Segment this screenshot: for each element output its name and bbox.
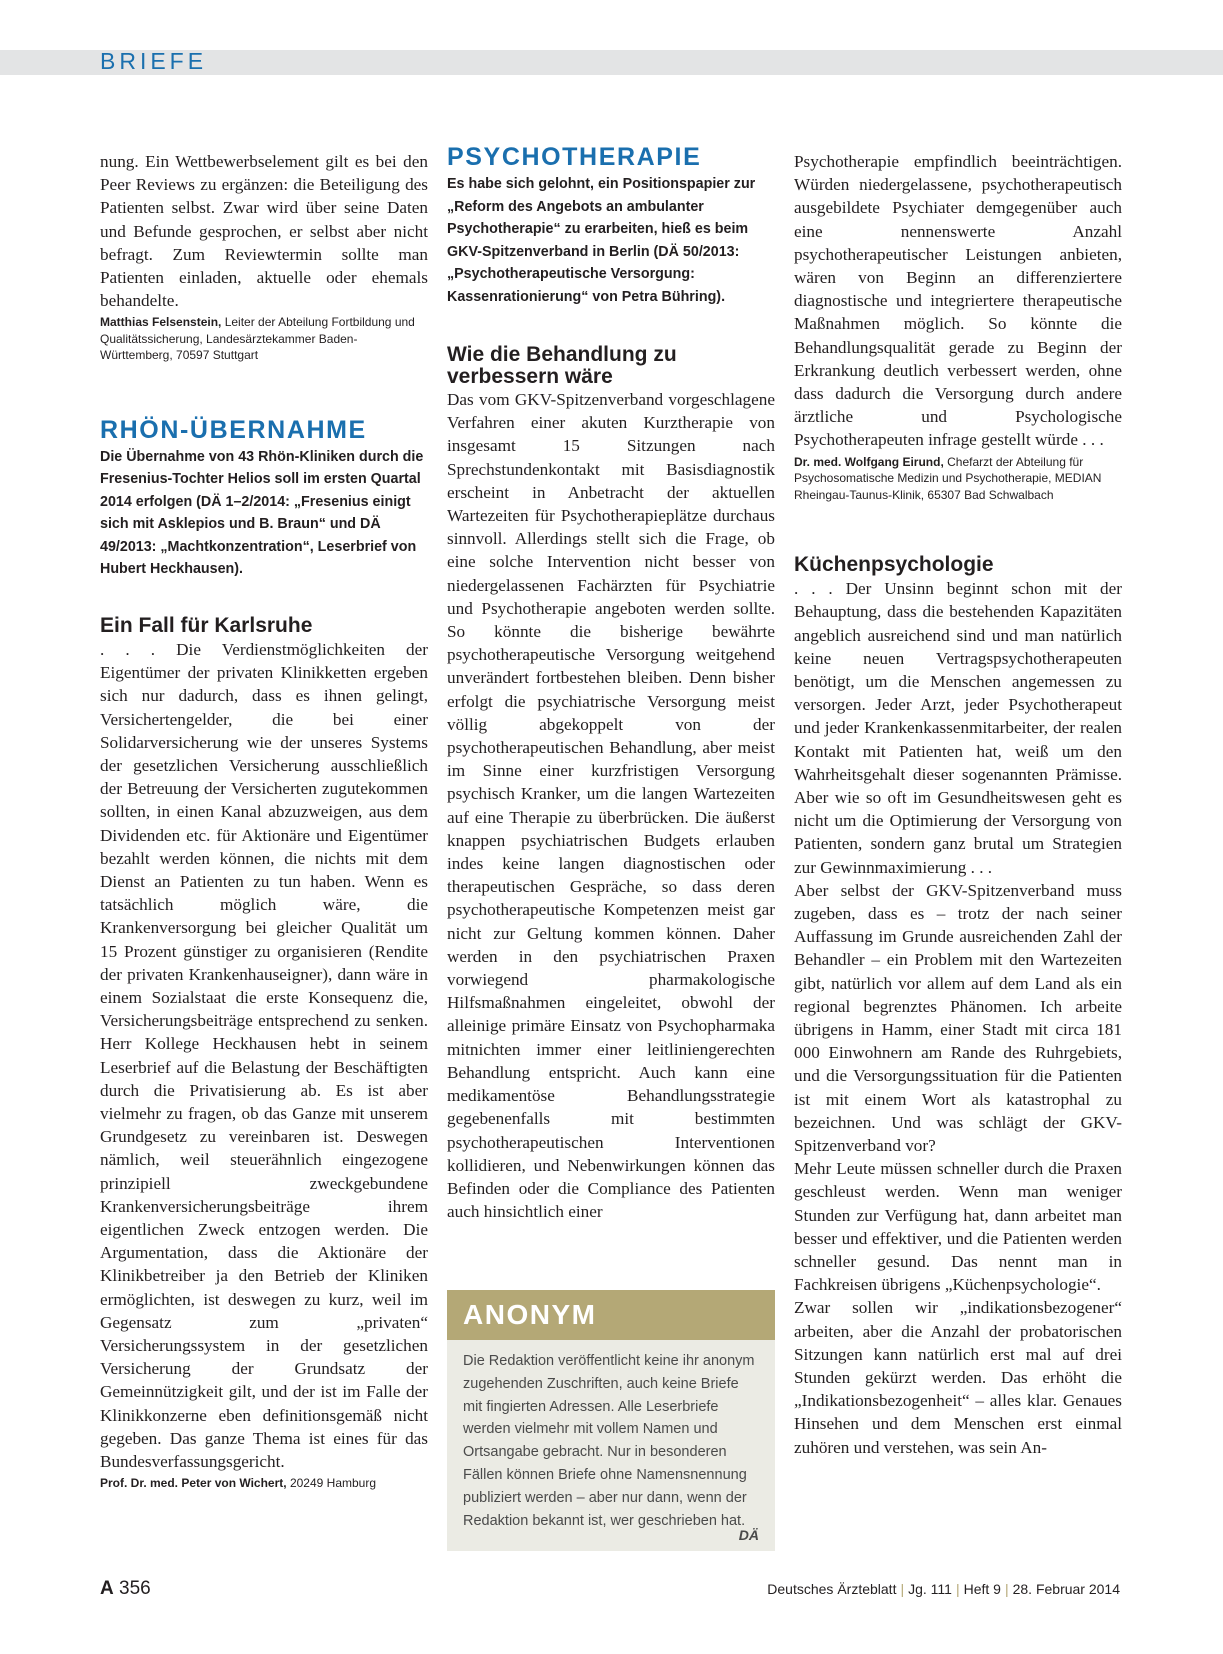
- page-number: [100, 1578, 151, 1600]
- column-3: [794, 150, 1122, 1459]
- letter-headline: Küchenpsychologie: [794, 553, 994, 577]
- signature-affiliation: 20249 Hamburg: [286, 1476, 376, 1491]
- journal-volume: Jg. 111: [908, 1581, 952, 1597]
- footer-separator: |: [1004, 1581, 1009, 1597]
- journal-name: Deutsches Ärzteblatt: [767, 1581, 897, 1597]
- column-1: [100, 150, 428, 1492]
- letter-paragraph: Aber selbst der GKV-Spitzenverband muss zugeben, dass es – trotz der nach seiner Auffassung im Grunde ausreichenden Zahl der Behandler – ein Problem mit den Wartezeiten gibt, natürlich vor allem auf dem Land als ein regional begrenztes Phänomen. Ich arbeite übrigens in Hamm, einer Stadt mit circa 181 000 Einwohnern am Rande des Ruhrgebiets, und die Versorgungssituation für die Patienten ist mit einem Wort als katastrophal zu bezeichnen. Und was schlägt der GKV-Spitzenverband vor?: [794, 880, 1122, 1156]
- letter-headline: Wie die Behandlung zu verbessern wäre: [447, 343, 677, 388]
- journal-issue: Heft 9: [963, 1581, 1001, 1597]
- letter-text-continued: Psychotherapie empfindlich beeinträchtigen. Würden niedergelassene, psychotherapeutisch ausgebildete Psychiater demgegenüber auch eine nennenswerte Anzahl psychotherapeutischer Leistungen anbieten, wären von Beginn an differenziertere diagnostische und integriertere therapeutische Maßnahmen möglich. So könnte die Behandlungsqualität gerade zu Beginn der Erkrankung deutlich verbessert werden, ohne dass dadurch die Versorgung durch andere ärztliche und Psychologische Psychotherapeuten infrage gestellt würde . . .: [794, 152, 1122, 450]
- letter-paragraph: . . . Der Unsinn beginnt schon mit der Behauptung, dass die bestehenden Kapazitäten angeblich ausreichend sind und man natürlich keine neuen Vertragspsychotherapeuten benötigt, um die Menschen angemessen zu versorgen. Jeder Arzt, jeder Psychotherapeut und jeder Krankenkassenmitarbeiter, der realen Kontakt mit Patienten hat, weiß um den Wahrheitsgehalt dieser sogenannten Prämisse. Aber wie so oft im Gesundheitswesen geht es nicht um die Optimierung der Versorgung von Patienten, sondern ganz brutal um Strategien zur Gewinnmaximierung . . .: [794, 579, 1122, 877]
- letter-text: . . . Die Verdienstmöglichkeiten der Eigentümer der privaten Klinikketten ergeben sich nur dadurch, dass es ihnen gelingt, Versichertengelder, die bei einer Solidarversicherung wie der unseres Systems der gesetzlichen Versicherung ausschließlich der Betreuung der Versicherten zugutekommen sollten, in einen Kanal abzuzweigen, aus dem Dividenden etc. für Aktionäre und Eigentümer bezahlt werden können, die nichts mit dem Dienst an Patienten zu tun haben. Wenn es tatsächlich möglich wäre, die Krankenversorgung bei gleicher Qualität um 15 Prozent günstiger zu organisieren (Rendite der privaten Krankenhauseigner), dann wäre in einem Sozialstaat die erste Konsequenz die, Versicherungsbeiträge entsprechend zu senken. Herr Kollege Heckhausen hebt in seinem Leserbrief auf die Belastung der Beschäftigten durch die Privatisierung ab. Es ist aber vielmehr zu fragen, ob das Ganze mit unserem Grundgesetz zu vereinbaren ist. Deswegen nämlich, weil steuerähnlich eingezogene prinzipiell zweckgebundene Krankenversicherungsbeiträge ihrem eigentlichen Zweck entzogen werden. Die Argumentation, dass die Aktionäre der Klinikbetreiber ja den Betrieb der Kliniken ermöglichten, ist deswegen zu kurz, weil im Gegensatz zum „privaten“ Versicherungssystem in der gesetzlichen Versicherung der Grundsatz der Gemeinnützigkeit gilt, und der ist im Falle der Klinikkonzerne eben definitionsgemäß nicht gegeben. Das ganze Thema ist eines für das Bundesverfassungsgericht.: [100, 639, 428, 1472]
- letter-text: Das vom GKV-Spitzenverband vorgeschlagene Verfahren einer akuten Kurztherapie von insgesamt 15 Sitzungen nach Sprechstundenkontakt mit Basisdiagnostik erscheint in Anbetracht der aktuellen Wartezeiten für Psychotherapieplätze durchaus sinnvoll. Allerdings stellt sich die Frage, ob eine solche Intervention nicht besser von niedergelassenen Fachärzten für Psychiatrie und Psychotherapie angeboten werden sollte. So könnte die bisherige bewährte psychotherapeutische Versorgung weitgehend unverändert fortbestehen bleiben. Denn bisher erfolgt die psychiatrische Versorgung meist völlig abgekoppelt von der psychotherapeutischen Behandlung, aber meist im Sinne einer kurzfristigen Versorgung psychisch Kranker, um die langen Wartezeiten auf eine Therapie zu überbrücken. Die äußerst knappen psychiatrischen Budgets erlauben indes keine langen diagnostischen oder therapeutischen Gespräche, so dass deren psychotherapeutische Kompetenzen meist gar nicht zur Geltung kommen können. Daher werden in den psychiatrischen Praxen vorwiegend pharmakologische Hilfsmaßnahmen eingeleitet, obwohl der alleinige primäre Einsatz von Psychopharmaka mitnichten immer einer leitliniengerechten Behandlung entspricht. Auch kann eine medikamentöse Behandlungsstrategie gegebenenfalls mit bestimmten psychotherapeutischen Interventionen kollidieren, und Nebenwirkungen können das Befinden oder die Compliance des Patienten auch hinsichtlich einer: [447, 390, 775, 1222]
- column-2: [447, 143, 775, 1223]
- journal-date: 28. Februar 2014: [1012, 1581, 1120, 1597]
- topic-heading: PSYCHOTHERAPIE: [447, 143, 702, 171]
- page-number-value: 356: [119, 1578, 151, 1599]
- journal-info: [767, 1581, 1120, 1597]
- signature-name: Dr. med. Wolfgang Eirund,: [794, 454, 944, 469]
- footer-separator: |: [900, 1581, 905, 1597]
- signature-name: Prof. Dr. med. Peter von Wichert,: [100, 1476, 287, 1491]
- topic-heading: RHÖN-ÜBERNAHME: [100, 415, 367, 444]
- anonym-notice-box: [447, 1290, 775, 1551]
- anonym-text: Die Redaktion veröffentlicht keine ihr anonym zugehenden Zuschriften, auch keine Briefe mit fingierten Adressen. Alle Leserbriefe werden vielmehr mit vollem Namen und Ortsangabe gebracht. Nur in besonderen Fällen können Briefe ohne Namensnennung publiziert werden – aber nur dann, wenn der Redaktion bekannt ist, wer geschrieben hat.: [463, 1353, 755, 1529]
- topic-lead: Die Übernahme von 43 Rhön-Kliniken durch die Fresenius-Tochter Helios soll im ersten Quartal 2014 erfolgen (DÄ 1–2/2014: „Fresenius einigt sich mit Asklepios und B. Braun“ und DÄ 49/2013: „Machtkonzentration“, Leserbrief von Hubert Heckhausen).: [100, 448, 424, 578]
- footer-separator: |: [955, 1581, 960, 1597]
- topic-lead: Es habe sich gelohnt, ein Positionspapier zur „Reform des Angebots an ambulanter Psychotherapie“ zu erarbeiten, hieß es beim GKV-Spitzenverband in Berlin (DÄ 50/2013: „Psychotherapeutische Versorgung: Kassenrationierung“ von Petra Bühring).: [447, 176, 756, 305]
- signature-name: Matthias Felsenstein,: [100, 315, 222, 330]
- letter-headline: Ein Fall für Karlsruhe: [100, 613, 313, 637]
- letter-text-continued: nung. Ein Wettbewerbselement gilt es bei den Peer Reviews zu ergänzen: die Beteiligung des Patienten selbst. Zwar wird über seine Daten und Befunde gesprochen, er selbst aber nicht befragt. Zum Reviewtermin sollte man Patienten einladen, aktuelle oder ehemals behandelte.: [100, 152, 428, 311]
- signature-affiliation: Leiter der Abteilung Fortbildung und Qualitätssicherung, Landesärztekammer Baden-Württemberg, 70597 Stuttgart: [100, 315, 415, 363]
- section-label: BRIEFE: [100, 48, 208, 74]
- letter-paragraph: Mehr Leute müssen schneller durch die Praxen geschleust werden. Wenn man weniger Stunden zur Verfügung hat, dann arbeitet man besser und effektiver, und die Patienten werden schneller gesund. Das nennt man in Fachkreisen übrigens „Küchenpsychologie“.: [794, 1159, 1122, 1295]
- page-prefix: A: [100, 1578, 114, 1599]
- signature-affiliation: Chefarzt der Abteilung für Psychosomatische Medizin und Psychotherapie, MEDIAN Rheingau-Taunus-Klinik, 65307 Bad Schwalbach: [794, 454, 1102, 502]
- anonym-signature: DÄ: [738, 1527, 759, 1543]
- letter-signature: [100, 1475, 428, 1492]
- letter-signature: [100, 314, 428, 364]
- anonym-title: ANONYM: [447, 1290, 775, 1340]
- letter-signature: [794, 454, 1122, 504]
- letter-paragraph: Zwar sollen wir „indikationsbezogener“ arbeiten, aber die Anzahl der probatorischen Sitzungen kann natürlich erst mal auf drei Stunden gekürzt werden. Das erhöht die „Indikationsbezogenheit“ – alles klar. Genaues Hinsehen und dem Menschen erst einmal zuhören und verstehen, was sein An-: [794, 1298, 1122, 1457]
